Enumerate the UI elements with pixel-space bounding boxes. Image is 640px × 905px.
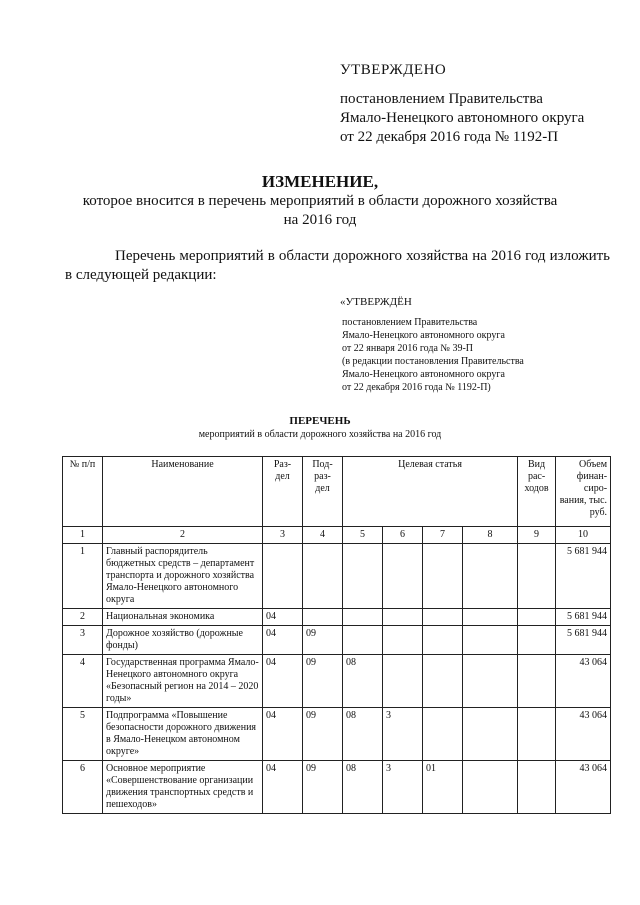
table-row: [63, 544, 611, 609]
row-target-3: 01: [423, 761, 463, 814]
row-target-1: 08: [343, 708, 383, 761]
row-target-4: [463, 626, 518, 655]
column-number-row: [63, 527, 611, 544]
approval-line: постановлением Правительства: [340, 91, 543, 107]
measures-table: [62, 456, 611, 814]
row-podrazdel: 09: [303, 626, 343, 655]
col-number: 7: [423, 527, 463, 544]
row-target-1: [343, 609, 383, 626]
col-number: 4: [303, 527, 343, 544]
change-title: ИЗМЕНЕНИЕ,: [261, 172, 379, 191]
table-row: [63, 708, 611, 761]
row-razdel: 04: [263, 655, 303, 708]
header-name: Наименование: [103, 457, 263, 527]
row-target-3: [423, 626, 463, 655]
row-target-2: [383, 544, 423, 609]
header-expense: Вид рас- ходов: [518, 457, 556, 527]
header-target: Целевая статья: [343, 457, 518, 527]
row-num: 1: [63, 544, 103, 609]
approval-line: Ямало-Ненецкого автономного округа: [340, 110, 585, 126]
row-target-3: [423, 544, 463, 609]
row-target-1: [343, 544, 383, 609]
row-podrazdel: [303, 544, 343, 609]
row-name: Подпрограмма «Повышение безопасности дорожного движения в Ямало-Ненецком автономном округе»: [103, 708, 263, 761]
row-target-4: [463, 708, 518, 761]
header-amount: Объем финан- сиро- вания, тыс. руб.: [556, 457, 611, 527]
approval2-line: от 22 декабря 2016 года № 1192-П): [342, 382, 491, 393]
row-target-2: [383, 609, 423, 626]
approval-line: от 22 декабря 2016 года № 1192-П: [340, 129, 559, 145]
row-num: 2: [63, 609, 103, 626]
row-vid: [518, 708, 556, 761]
row-target-4: [463, 544, 518, 609]
header-num: № п/п: [63, 457, 103, 527]
row-target-1: 08: [343, 655, 383, 708]
table-row: [63, 626, 611, 655]
change-subtitle-line: на 2016 год: [283, 212, 357, 228]
row-target-3: [423, 609, 463, 626]
approval2-line: от 22 января 2016 года № 39-П: [342, 343, 474, 354]
row-podrazdel: 09: [303, 761, 343, 814]
row-amount: 5 681 944: [556, 609, 611, 626]
col-number: 2: [103, 527, 263, 544]
row-target-1: 08: [343, 761, 383, 814]
row-podrazdel: [303, 609, 343, 626]
row-name: Государственная программа Ямало-Ненецкого автономного округа «Безопасный регион на 2014 – 2020 годы»: [103, 655, 263, 708]
col-number: 1: [63, 527, 103, 544]
approval2-line: Ямало-Ненецкого автономного округа: [342, 369, 505, 380]
row-num: 5: [63, 708, 103, 761]
row-num: 6: [63, 761, 103, 814]
table-row: [63, 761, 611, 814]
row-amount: 5 681 944: [556, 544, 611, 609]
body-paragraph: Перечень мероприятий в области дорожного хозяйства на 2016 год изложить в следующей редакции:: [65, 248, 610, 283]
approval2-line: постановлением Правительства: [342, 317, 478, 328]
header-section: Раз- дел: [263, 457, 303, 527]
approval2-line: (в редакции постановления Правительства: [342, 356, 524, 367]
row-name: Национальная экономика: [103, 609, 263, 626]
change-subtitle: [80, 192, 560, 230]
row-amount: 43 064: [556, 761, 611, 814]
row-target-2: 3: [383, 708, 423, 761]
row-amount: 43 064: [556, 655, 611, 708]
col-number: 6: [383, 527, 423, 544]
col-number: 5: [343, 527, 383, 544]
col-number: 3: [263, 527, 303, 544]
row-razdel: 04: [263, 708, 303, 761]
row-target-3: [423, 655, 463, 708]
header-subsection: Под- раз- дел: [303, 457, 343, 527]
row-podrazdel: 09: [303, 708, 343, 761]
row-target-1: [343, 626, 383, 655]
row-name: Дорожное хозяйство (дорожные фонды): [103, 626, 263, 655]
row-num: 3: [63, 626, 103, 655]
col-number: 8: [463, 527, 518, 544]
row-razdel: [263, 544, 303, 609]
row-podrazdel: 09: [303, 655, 343, 708]
row-razdel: 04: [263, 761, 303, 814]
approval2-block: [342, 316, 524, 394]
table-header-row: [63, 457, 611, 527]
approval-title: УТВЕРЖДЕНО: [340, 62, 447, 78]
row-vid: [518, 761, 556, 814]
col-number: 9: [518, 527, 556, 544]
row-target-2: [383, 626, 423, 655]
table-row: [63, 609, 611, 626]
row-vid: [518, 655, 556, 708]
approval-block: [340, 90, 584, 147]
row-target-4: [463, 761, 518, 814]
approval2-line: Ямало-Ненецкого автономного округа: [342, 330, 505, 341]
row-target-3: [423, 708, 463, 761]
row-target-4: [463, 609, 518, 626]
list-title: ПЕРЕЧЕНЬ: [289, 415, 351, 427]
table-row: [63, 655, 611, 708]
row-name: Основное мероприятие «Совершенствование организации движения транспортных средств и пешеходов»: [103, 761, 263, 814]
row-razdel: 04: [263, 626, 303, 655]
approval2-title: «УТВЕРЖДЁН: [340, 296, 412, 308]
row-razdel: 04: [263, 609, 303, 626]
row-vid: [518, 544, 556, 609]
row-target-4: [463, 655, 518, 708]
row-vid: [518, 626, 556, 655]
change-subtitle-line: которое вносится в перечень мероприятий в области дорожного хозяйства: [82, 193, 558, 209]
col-number: 10: [556, 527, 611, 544]
row-target-2: [383, 655, 423, 708]
row-amount: 5 681 944: [556, 626, 611, 655]
row-vid: [518, 609, 556, 626]
row-amount: 43 064: [556, 708, 611, 761]
list-subtitle: мероприятий в области дорожного хозяйства на 2016 год: [198, 429, 442, 440]
row-name: Главный распорядитель бюджетных средств – департамент транспорта и дорожного хозяйства Ямало-Ненецкого автономного округа: [103, 544, 263, 609]
row-target-2: 3: [383, 761, 423, 814]
row-num: 4: [63, 655, 103, 708]
